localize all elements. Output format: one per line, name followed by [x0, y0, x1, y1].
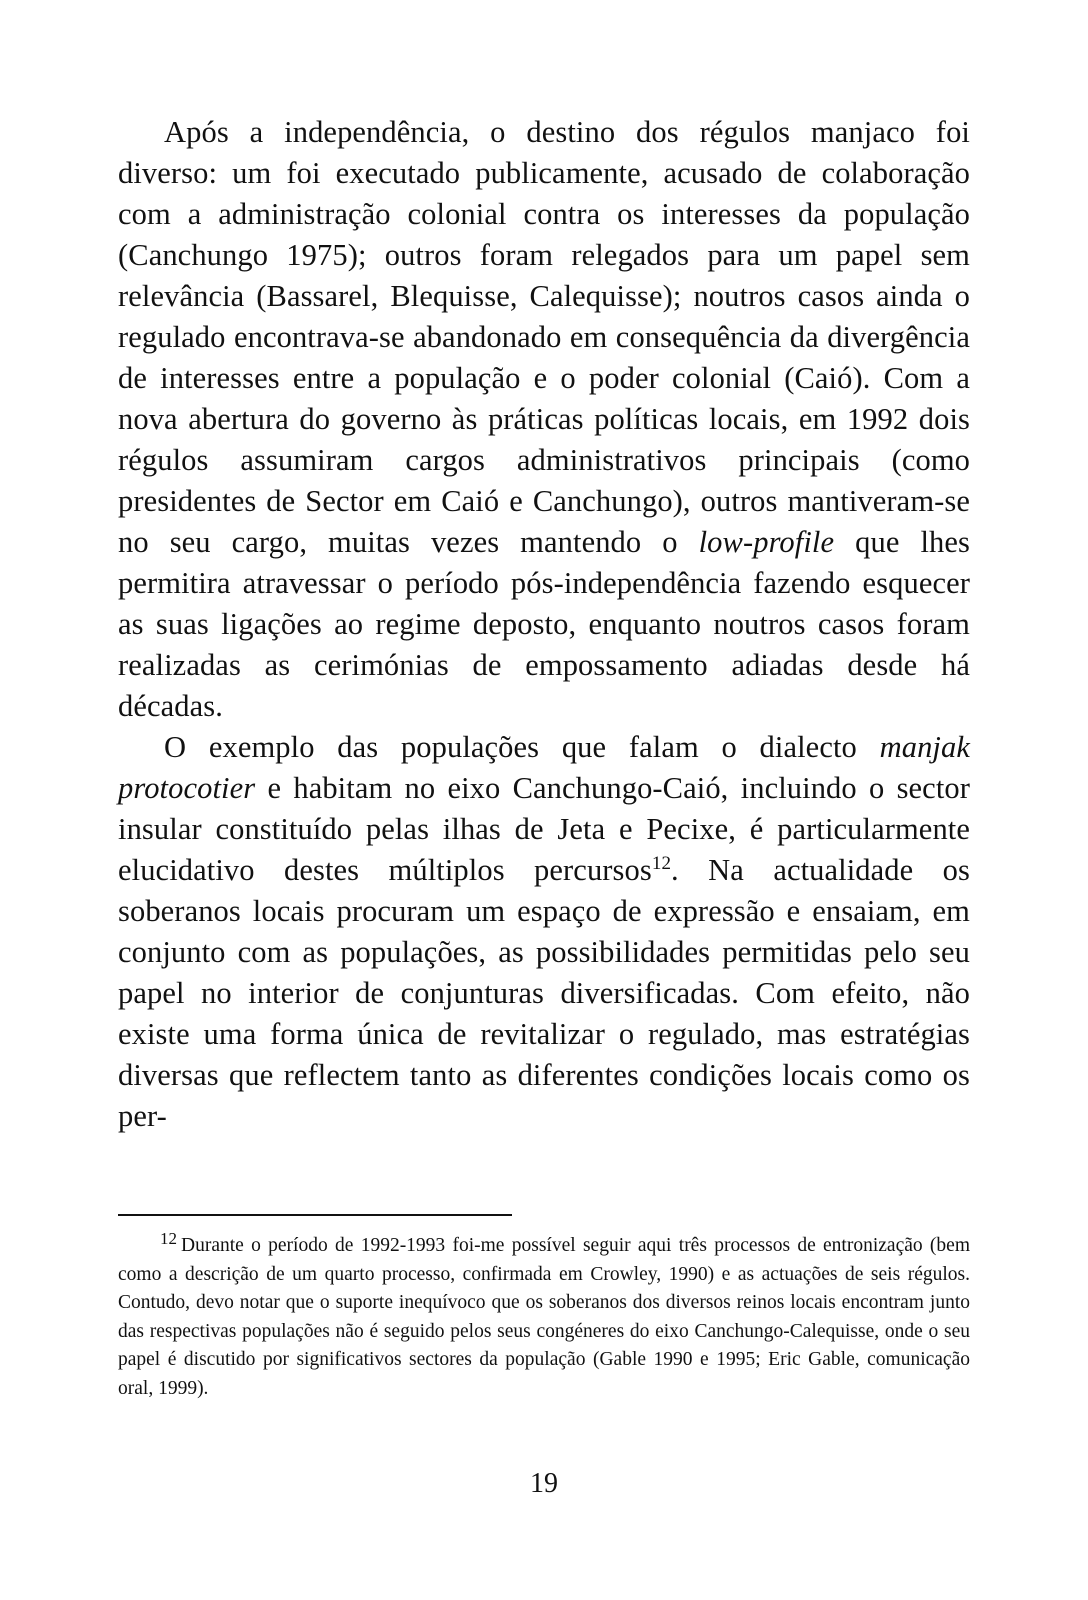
footnote-reference: 12	[651, 852, 672, 874]
footnote-divider	[118, 1214, 512, 1216]
italic-term: low-profile	[698, 525, 835, 559]
footnotes-section	[118, 1228, 970, 1403]
body-paragraph	[118, 112, 970, 727]
italic-term: manjak protocotier	[118, 730, 970, 805]
paragraph-text: . Na actualidade os soberanos locais procuram um espaço de expressão e ensaiam, em conjunto com as populações, as possibilidades permitidas pelo seu papel no interior de conjunturas diversificadas. Com efeito, não existe uma forma única de revitalizar o regulado, mas estratégias diversas que reflectem tanto as diferentes condições locais como os per-	[118, 853, 970, 1133]
footnote-text: Durante o período de 1992-1993 foi-me possível seguir aqui três processos de entronização (bem como a descrição de um quarto processo, confirmada em Crowley, 1990) e as actuações de seis régulos. Contudo, devo notar que o suporte inequívoco que os soberanos dos diversos reinos locais encontram junto das respectivas populações não é seguido pelos seus congéneres do eixo Canchungo-Calequisse, onde o seu papel é discutido por significativos sectores da população (Gable 1990 e 1995; Eric Gable, comunicação oral, 1999).	[118, 1235, 970, 1399]
page-number: 19	[530, 1468, 558, 1499]
body-paragraph	[118, 727, 970, 1137]
paragraph-text: que lhes permitira atravessar o período pós-independência fazendo esquecer as suas ligações ao regime deposto, enquanto noutros casos foram realizadas as cerimónias de empossamento adiadas desde há décadas.	[118, 525, 971, 723]
page-body	[118, 112, 970, 1137]
paragraph-text: Após a independência, o destino dos régulos manjaco foi diverso: um foi executado publicamente, acusado de colaboração com a administração colonial contra os interesses da população (Canchungo 1975); outros foram relegados para um papel sem relevância (Bassarel, Blequisse, Calequisse); noutros casos ainda o regulado encontrava-se abandonado em consequência da divergência de interesses entre a população e o poder colonial (Caió). Com a nova abertura do governo às práticas políticas locais, em 1992 dois régulos assumiram cargos administrativos principais (como presidentes de Sector em Caió e Canchungo), outros mantiveram-se no seu cargo, muitas vezes mantendo o	[118, 115, 970, 559]
footnote	[118, 1228, 970, 1403]
paragraph-text: e habitam no eixo Canchungo-Caió, incluindo o sector insular constituído pelas ilhas de Jeta e Pecixe, é particularmente elucidativo destes múltiplos percursos	[118, 771, 970, 887]
paragraph-text: O exemplo das populações que falam o dialecto	[164, 730, 857, 764]
footnote-number: 12	[160, 1228, 177, 1248]
